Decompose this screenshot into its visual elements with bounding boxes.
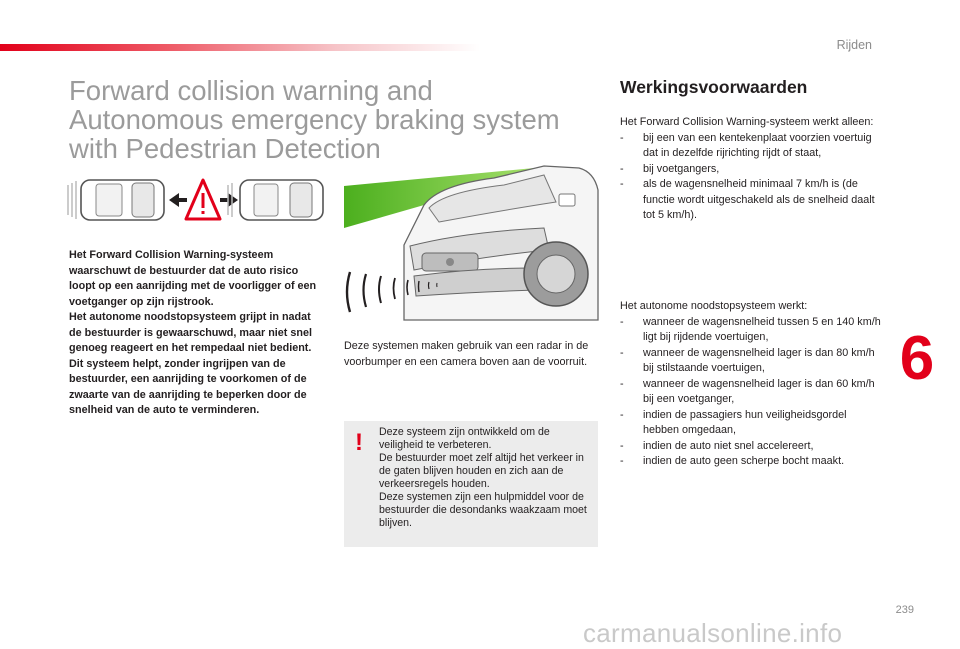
warning-line: De bestuurder moet zelf altijd het verkeer in de gaten blijven houden en zich aan de verkeersregels houden. [379, 452, 584, 490]
list-item: - indien de auto geen scherpe bocht maakt. [620, 454, 882, 470]
list-item: - als de wagensnelheid minimaal 7 km/h is (de functie wordt uitgeschakeld als de snelheid daalt tot 5 km/h). [620, 177, 882, 224]
list-item: - indien de passagiers hun veiligheidsgordel hebben omgedaan, [620, 408, 882, 439]
warning-triangle-icon [186, 180, 220, 219]
fcw-conditions [620, 115, 882, 224]
warning-line: Deze systemen zijn een hulpmiddel voor de bestuurder die desondanks waakzaam moet blijven. [379, 491, 587, 529]
watermark: carmanualsonline.info [583, 618, 843, 648]
header-accent-bar [0, 44, 480, 51]
exclamation-icon: ! [355, 429, 363, 456]
collision-warning-illustration [66, 177, 324, 223]
conditions-heading: Werkingsvoorwaarden [620, 77, 808, 97]
fcw-intro: Het Forward Collision Warning-systeem werkt alleen: [620, 116, 874, 128]
title-line-2: Autonomous emergency braking system [69, 104, 560, 135]
radar-description: Deze systemen maken gebruik van een radar in de voorbumper en een camera boven aan de voorruit. [344, 340, 589, 368]
warning-box [344, 421, 598, 547]
intro-text [69, 248, 319, 419]
title-line-3: with Pedestrian Detection [69, 133, 381, 164]
chapter-number: 6 [899, 324, 935, 393]
title-line-1: Forward collision warning and [69, 75, 433, 106]
list-item: - indien de auto niet snel accelereert, [620, 439, 882, 455]
rear-car-icon [68, 180, 164, 220]
list-item: - bij voetgangers, [620, 162, 882, 178]
van-front-illustration [344, 150, 599, 322]
list-item: - wanneer de wagensnelheid tussen 5 en 140 km/h ligt bij rijdende voertuigen, [620, 315, 882, 346]
fcw-list [620, 131, 882, 224]
aeb-list [620, 315, 882, 470]
intro-paragraph: Dit systeem helpt, zonder ingrijpen van de bestuurder, een aanrijding te voorkomen of de zwaarte van de aanrijding te beperken door de snelheid van de auto te verminderen. [69, 357, 307, 416]
intro-paragraph: Het Forward Collision Warning-systeem waarschuwt de bestuurder dat de auto risico loopt op een aanrijding met de voorligger of een voetganger op zijn rijstrook. [69, 249, 317, 308]
warning-text [379, 426, 591, 530]
section-title: Rijden [836, 38, 872, 52]
warning-line: Deze systeem zijn ontwikkeld om de veiligheid te verbeteren. [379, 426, 550, 451]
front-car-icon [228, 180, 323, 220]
list-item: - bij een van een kentekenplaat voorzien voertuig dat in dezelfde rijrichting rijdt of staat, [620, 131, 882, 162]
intro-paragraph: Het autonome noodstopsysteem grijpt in nadat de bestuurder is gewaarschuwd, maar niet snel genoeg reageert en het rempedaal niet bedient. [69, 311, 313, 354]
page-number: 239 [895, 604, 914, 616]
aeb-intro: Het autonome noodstopsysteem werkt: [620, 300, 808, 312]
list-item: - wanneer de wagensnelheid lager is dan 80 km/h bij stilstaande voertuigen, [620, 346, 882, 377]
aeb-conditions [620, 299, 882, 470]
list-item: - wanneer de wagensnelheid lager is dan 60 km/h bij een voetganger, [620, 377, 882, 408]
